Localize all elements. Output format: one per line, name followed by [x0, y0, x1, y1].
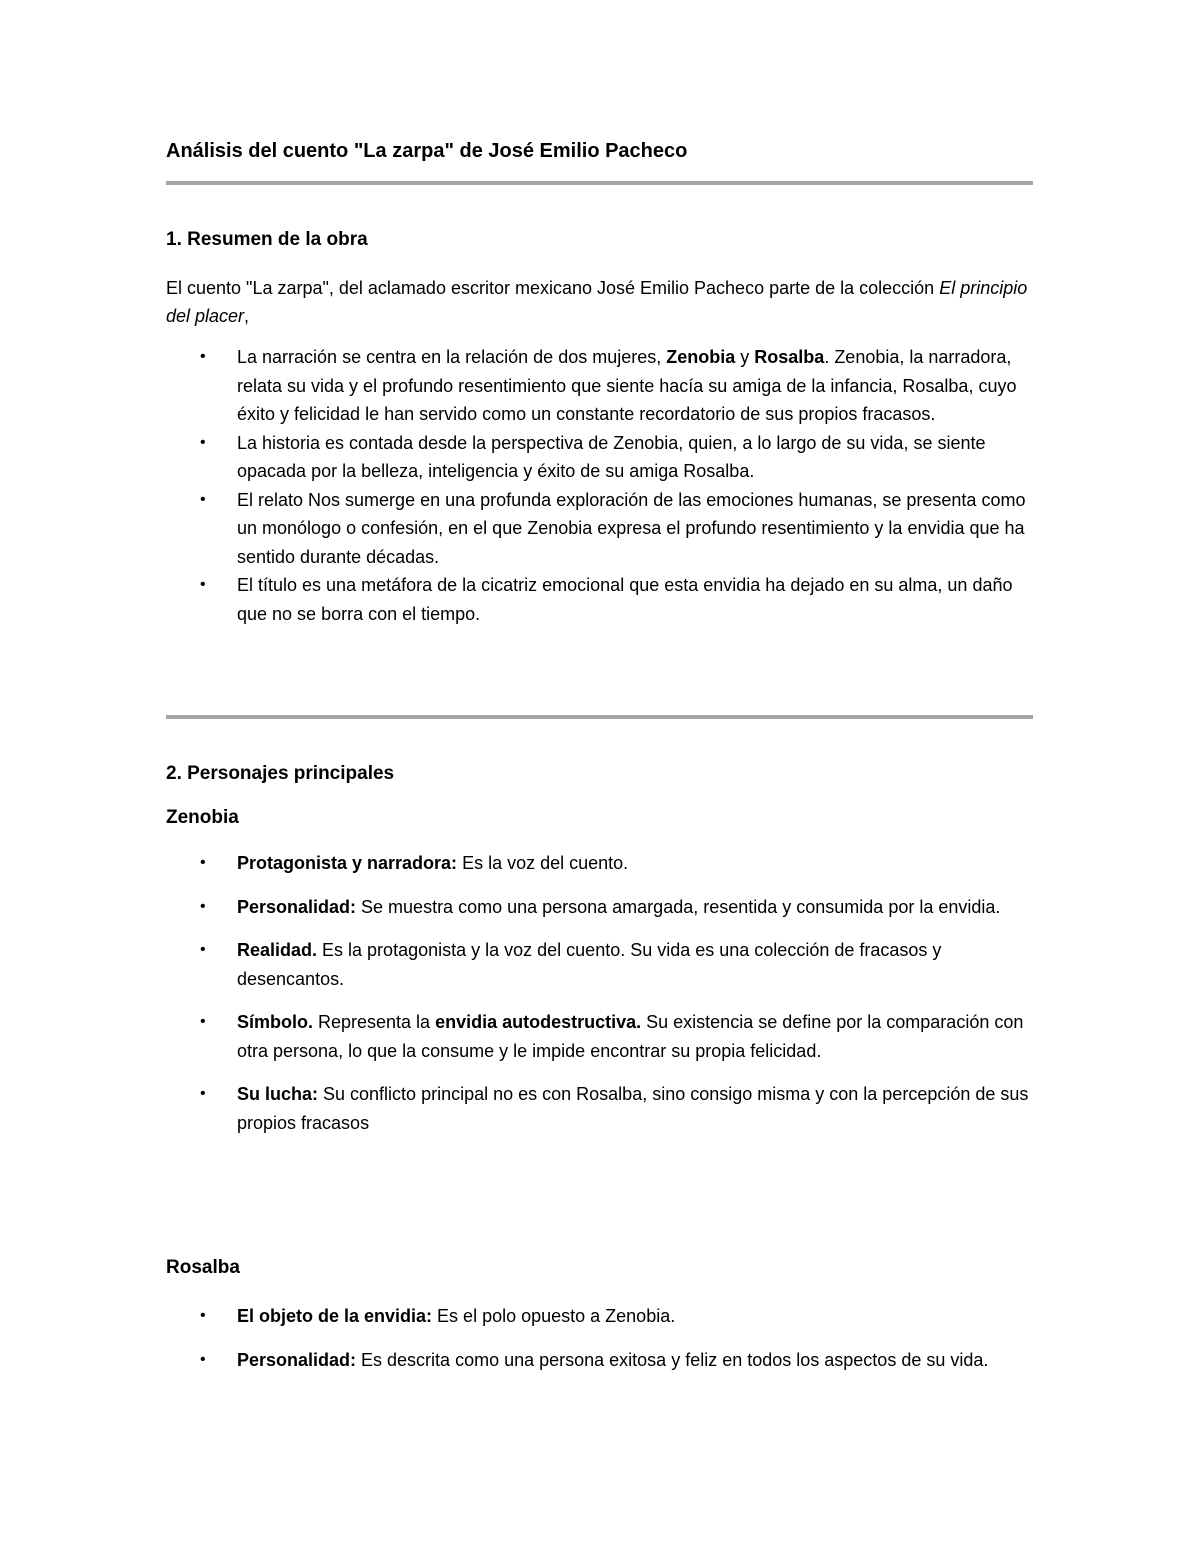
list-item-text: El relato Nos sumerge en una profunda exploración de las emociones humanas, se presenta como un monólogo o confesión, en el que Zenobia expresa el profundo resentimiento y la envidia que ha sentido durante décadas.	[237, 489, 1026, 567]
summary-list	[166, 343, 1033, 628]
subheading-rosalba: Rosalba	[166, 1257, 240, 1278]
bullet-icon: •	[200, 1350, 206, 1368]
character-name-zenobia: Zenobia	[666, 347, 736, 367]
bullet-icon: •	[200, 897, 206, 915]
list-item	[166, 486, 1033, 572]
list-item	[166, 1080, 1033, 1137]
bullet-icon: •	[200, 854, 206, 871]
list-item-text: Es descrita como una persona exitosa y feliz en todos los aspectos de su vida.	[356, 1349, 989, 1370]
bullet-icon: •	[200, 941, 206, 958]
list-item-text: Representa la	[313, 1012, 436, 1032]
zenobia-list	[166, 849, 1033, 1152]
subheading-zenobia: Zenobia	[166, 807, 239, 828]
list-item-text: Su existencia se define por la comparación con otra persona, lo que la consume y le impide encontrar su propia felicidad.	[237, 1012, 1024, 1061]
list-item	[166, 849, 1033, 878]
list-item-text: Es la voz del cuento.	[457, 853, 629, 873]
list-item-text: y	[735, 347, 755, 367]
list-item	[166, 1346, 1033, 1375]
list-item-text: . Zenobia, la narradora, relata su vida y el profundo resentimiento que siente hacía su amiga de la infancia, Rosalba, cuyo éxito y felicidad le han servido como un constante recordatorio de sus propios fracasos.	[237, 347, 1017, 424]
character-name-rosalba: Rosalba	[754, 347, 825, 367]
item-label: Protagonista y narradora:	[237, 853, 458, 873]
intro-book-title: El principio del placer	[166, 278, 1028, 326]
list-item	[166, 343, 1033, 429]
emphasis-text: envidia autodestructiva.	[435, 1012, 642, 1032]
list-item	[166, 893, 1033, 922]
list-item	[166, 571, 1033, 628]
item-label: Realidad.	[237, 940, 318, 960]
item-label: Símbolo.	[237, 1012, 313, 1032]
list-item	[166, 1302, 1033, 1331]
item-label: Personalidad:	[237, 896, 357, 917]
bullet-icon: •	[200, 1085, 206, 1102]
item-label: Su lucha:	[237, 1084, 319, 1104]
horizontal-rule	[166, 181, 1033, 185]
bullet-icon: •	[200, 1013, 206, 1030]
list-item-text: Se muestra como una persona amargada, resentida y consumida por la envidia.	[356, 896, 1001, 917]
bullet-icon: •	[200, 1307, 206, 1324]
intro-paragraph	[166, 274, 1033, 330]
rosalba-list	[166, 1302, 1033, 1389]
document-title: Análisis del cuento "La zarpa" de José Emilio Pacheco	[166, 140, 688, 162]
horizontal-rule	[166, 715, 1033, 719]
section-heading-personajes: 2. Personajes principales	[166, 763, 395, 784]
intro-end: ,	[244, 306, 250, 326]
list-item	[166, 1008, 1033, 1065]
bullet-icon: •	[200, 576, 206, 593]
list-item-text: Es el polo opuesto a Zenobia.	[432, 1306, 676, 1326]
list-item-text: El título es una metáfora de la cicatriz emocional que esta envidia ha dejado en su alma, un daño que no se borra con el tiempo.	[237, 575, 1013, 624]
item-label: El objeto de la envidia:	[237, 1306, 433, 1326]
list-item-text: La narración se centra en la relación de dos mujeres,	[237, 347, 667, 367]
item-label: Personalidad:	[237, 1349, 357, 1370]
intro-text: El cuento "La zarpa", del aclamado escritor mexicano José Emilio Pacheco parte de la colección	[166, 278, 940, 298]
list-item-text: Es la protagonista y la voz del cuento. Su vida es una colección de fracasos y desencantos.	[237, 940, 942, 989]
section-heading-resumen: 1. Resumen de la obra	[166, 229, 368, 250]
bullet-icon: •	[200, 433, 206, 451]
list-item	[166, 936, 1033, 993]
list-item-text: Su conflicto principal no es con Rosalba, sino consigo misma y con la percepción de sus propios fracasos	[237, 1084, 1029, 1133]
bullet-icon: •	[200, 490, 206, 508]
bullet-icon: •	[200, 348, 206, 365]
list-item	[166, 429, 1033, 486]
list-item-text: La historia es contada desde la perspectiva de Zenobia, quien, a lo largo de su vida, se siente opacada por la belleza, inteligencia y éxito de su amiga Rosalba.	[237, 432, 986, 481]
